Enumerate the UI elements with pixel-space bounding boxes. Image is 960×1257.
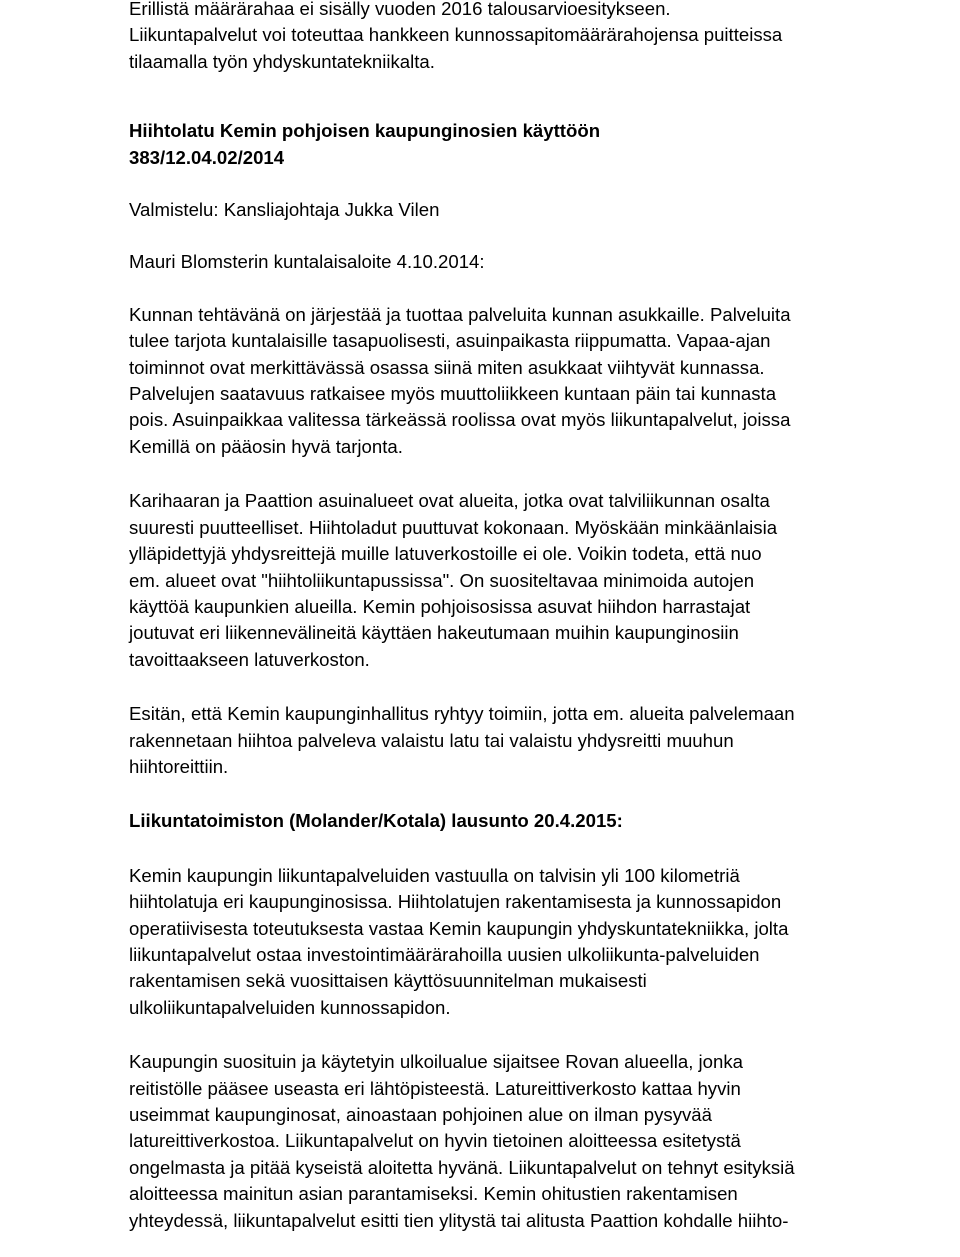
section-heading: Hiihtolatu Kemin pohjoisen kaupunginosien käyttöön (129, 120, 601, 142)
intro-paragraph: Erillistä määrärahaa ei sisälly vuoden 2016 talousarvioesitykseen. Liikuntapalvelut voi toteuttaa hankkeen kunnossapitomäärärahojensa puitteissa tilaamalla työn yhdyskuntatekniikalta. (129, 0, 783, 72)
statement-paragraph-2: Kaupungin suosituin ja käytetyin ulkoilualue sijaitsee Rovan alueella, jonka reitistölle pääsee useasta eri lähtöpisteestä. Latureittiverkosto kattaa hyvin useimmat kaupunginosat, ainoastaan pohjoinen alue on ilman pysyvää latureittiverkostoa. Liikuntapalvelut on hyvin tietoinen aloitteessa esitetystä ongelmasta ja pitää kyseistä aloitetta hyvänä. Liikuntapalvelut on tehnyt esityksiä aloitteessa mainitun asian parantamiseksi. Kemin ohitustien rakentamisen yhteydessä, liikuntapalvelut esitti tien ylitystä tai alitusta Paattion kohdalle hiihto- (129, 1051, 795, 1231)
preparation-line: Valmistelu: Kansliajohtaja Jukka Vilen (129, 199, 440, 221)
section-number: 383/12.04.02/2014 (129, 146, 285, 168)
initiative-paragraph-1: Kunnan tehtävänä on järjestää ja tuottaa palveluita kunnan asukkaille. Palveluita tulee tarjota kuntalaisille tasapuolisesti, asuinpaikasta riippumatta. Vapaa-ajan toiminnot ovat merkittävässä osassa siinä miten asukkaat viihtyvät kunnassa. Palvelujen saatavuus ratkaisee myös muuttoliikkeen kuntaan päin tai kunnasta pois. Asuinpaikkaa valitessa tärkeässä roolissa ovat myös liikuntapalvelut, joissa Kemillä on pääosin hyvä tarjonta. (129, 303, 791, 457)
initiative-paragraph-3: Esitän, että Kemin kaupunginhallitus ryhtyy toimiin, jotta em. alueita palvelemaan rakennetaan hiihtoa palveleva valaistu latu tai valaistu yhdysreitti muuhun hiihtoreittiin. (129, 703, 795, 777)
document-page (129, 0, 960, 1234)
initiative-paragraph-2: Karihaaran ja Paattion asuinalueet ovat alueita, jotka ovat talviliikunnan osalta suuresti puutteelliset. Hiihtoladut puuttuvat kokonaan. Myöskään minkäänlaisia ylläpidettyjä yhdysreittejä muille latuverkostoille ei ole. Voikin todeta, että nuo em. alueet ovat "hiihtoliikuntapussissa". On suositeltavaa minimoida autojen käyttöä kaupunkien alueilla. Kemin pohjoisosissa asuvat hiihdon harrastajat joutuvat eri liikennevälineitä käyttäen hakeutumaan muihin kaupunginosiin tavoittaakseen latuverkoston. (129, 490, 778, 670)
statement-heading: Liikuntatoimiston (Molander/Kotala) lausunto 20.4.2015: (129, 810, 623, 832)
initiative-line: Mauri Blomsterin kuntalaisaloite 4.10.2014: (129, 251, 485, 273)
statement-paragraph-1: Kemin kaupungin liikuntapalveluiden vastuulla on talvisin yli 100 kilometriä hiihtolatuja eri kaupunginosissa. Hiihtolatujen rakentamisesta ja kunnossapidon operatiivisesta toteutuksesta vastaa Kemin kaupungin yhdyskuntatekniikka, jolta liikuntapalvelut ostaa investointimäärärahoilla uusien ulkoliikunta-palveluiden rakentamisen sekä vuosittaisen käyttösuunnitelman mukaisesti ulkoliikuntapalveluiden kunnossapidon. (129, 864, 789, 1018)
